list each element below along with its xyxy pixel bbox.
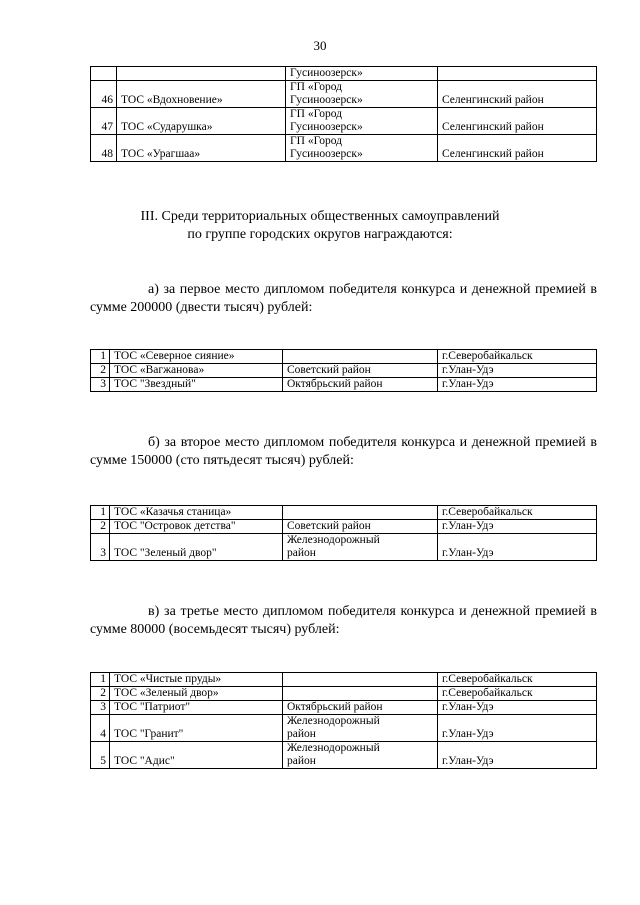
cell-city: г.Улан-Удэ bbox=[438, 742, 597, 769]
cell-city: г.Улан-Удэ bbox=[438, 534, 597, 561]
cell-district-line: Октябрьский район bbox=[287, 378, 383, 390]
cell-district-line: Гусиноозерск» bbox=[290, 67, 363, 79]
cell-city: г.Улан-Удэ bbox=[438, 364, 597, 378]
cell-num bbox=[91, 67, 117, 81]
cell-district bbox=[283, 506, 438, 520]
table-row bbox=[91, 506, 597, 520]
cell-district bbox=[286, 135, 438, 162]
cell-city: г.Северобайкальск bbox=[438, 506, 597, 520]
cell-name: ТОС "Адис" bbox=[110, 742, 283, 769]
cell-district-line bbox=[287, 687, 433, 700]
cell-district bbox=[286, 67, 438, 81]
cell-num: 5 bbox=[91, 742, 110, 769]
cell-num: 46 bbox=[91, 81, 117, 108]
cell-district-line: Октябрьский район bbox=[287, 701, 383, 713]
cell-num: 48 bbox=[91, 135, 117, 162]
cell-num: 4 bbox=[91, 715, 110, 742]
cell-district-line: Железнодорожный bbox=[287, 715, 380, 727]
cell-name: ТОС «Чистые пруды» bbox=[110, 673, 283, 687]
section-heading-line1: III. Среди территориальных общественных самоуправлений bbox=[140, 209, 500, 224]
table-row bbox=[91, 520, 597, 534]
table-row bbox=[91, 715, 597, 742]
table-row bbox=[91, 108, 597, 135]
cell-district bbox=[283, 742, 438, 769]
cell-district-line: район bbox=[287, 728, 316, 740]
cell-name: ТОС "Звездный" bbox=[110, 378, 283, 392]
award-a-table-body bbox=[91, 350, 597, 392]
award-c-text: в) за третье место дипломом победителя конкурса и денежной премией в сумме 80000 (восемьдесят тысяч) рублей: bbox=[90, 604, 597, 637]
continued-table-body bbox=[91, 67, 597, 162]
cell-district-line: ГП «Город bbox=[290, 108, 342, 120]
cell-name: ТОС «Вагжанова» bbox=[110, 364, 283, 378]
cell-city: г.Северобайкальск bbox=[438, 350, 597, 364]
cell-district-line: район bbox=[287, 755, 316, 767]
cell-district bbox=[283, 364, 438, 378]
cell-city: г.Улан-Удэ bbox=[438, 378, 597, 392]
cell-name: ТОС «Северное сияние» bbox=[110, 350, 283, 364]
cell-city: г.Улан-Удэ bbox=[438, 520, 597, 534]
cell-district bbox=[283, 687, 438, 701]
cell-name: ТОС «Сударушка» bbox=[117, 108, 286, 135]
award-b-table-body bbox=[91, 506, 597, 561]
page-number: 30 bbox=[313, 38, 327, 53]
award-c-table-body bbox=[91, 673, 597, 769]
cell-district bbox=[283, 701, 438, 715]
table-row bbox=[91, 534, 597, 561]
cell-district bbox=[286, 81, 438, 108]
cell-district-line: Советский район bbox=[287, 364, 371, 376]
cell-num: 1 bbox=[91, 350, 110, 364]
cell-name: ТОС «Зеленый двор» bbox=[110, 687, 283, 701]
cell-num: 3 bbox=[91, 378, 110, 392]
cell-name: ТОС «Вдохновение» bbox=[117, 81, 286, 108]
table-row bbox=[91, 67, 597, 81]
cell-region bbox=[438, 67, 597, 81]
table-row bbox=[91, 364, 597, 378]
table-row bbox=[91, 673, 597, 687]
table-row bbox=[91, 378, 597, 392]
cell-city: г.Северобайкальск bbox=[438, 673, 597, 687]
cell-city: г.Улан-Удэ bbox=[438, 715, 597, 742]
cell-num: 3 bbox=[91, 534, 110, 561]
cell-region: Селенгинский район bbox=[438, 108, 597, 135]
cell-name: ТОС "Зеленый двор" bbox=[110, 534, 283, 561]
cell-district bbox=[283, 673, 438, 687]
cell-district-line bbox=[287, 350, 433, 363]
cell-district-line: ГП «Город bbox=[290, 81, 342, 93]
cell-name: ТОС "Патриот" bbox=[110, 701, 283, 715]
award-b-table bbox=[90, 505, 597, 561]
cell-district-line: Гусиноозерск» bbox=[290, 148, 363, 160]
cell-district bbox=[286, 108, 438, 135]
cell-name: ТОС «Казачья станица» bbox=[110, 506, 283, 520]
section-heading-line2: по группе городских округов награждаются: bbox=[187, 227, 453, 242]
cell-district-line: район bbox=[287, 547, 316, 559]
table-row bbox=[91, 742, 597, 769]
award-a-table bbox=[90, 349, 597, 392]
award-c-table bbox=[90, 672, 597, 769]
award-b-text: б) за второе место дипломом победителя конкурса и денежной премией в сумме 150000 (сто пятьдесят тысяч) рублей: bbox=[90, 435, 597, 468]
cell-name: ТОС «Урагшаа» bbox=[117, 135, 286, 162]
table-row bbox=[91, 135, 597, 162]
cell-num: 2 bbox=[91, 364, 110, 378]
cell-district bbox=[283, 520, 438, 534]
cell-district bbox=[283, 378, 438, 392]
cell-district-line: Гусиноозерск» bbox=[290, 94, 363, 106]
cell-district bbox=[283, 715, 438, 742]
section-heading bbox=[0, 208, 640, 244]
table-row bbox=[91, 350, 597, 364]
cell-district-line: Железнодорожный bbox=[287, 534, 380, 546]
cell-district-line: Советский район bbox=[287, 520, 371, 532]
table-row bbox=[91, 81, 597, 108]
table-row bbox=[91, 687, 597, 701]
award-a-text: а) за первое место дипломом победителя конкурса и денежной премией в сумме 200000 (двести тысяч) рублей: bbox=[90, 282, 597, 315]
cell-district-line bbox=[287, 506, 433, 519]
cell-district-line: Железнодорожный bbox=[287, 742, 380, 754]
cell-region: Селенгинский район bbox=[438, 81, 597, 108]
cell-district-line: ГП «Город bbox=[290, 135, 342, 147]
cell-name: ТОС "Островок детства" bbox=[110, 520, 283, 534]
cell-num: 47 bbox=[91, 108, 117, 135]
table-row bbox=[91, 701, 597, 715]
cell-num: 3 bbox=[91, 701, 110, 715]
cell-district-line: Гусиноозерск» bbox=[290, 121, 363, 133]
cell-num: 2 bbox=[91, 520, 110, 534]
cell-region: Селенгинский район bbox=[438, 135, 597, 162]
cell-num: 1 bbox=[91, 673, 110, 687]
cell-district bbox=[283, 350, 438, 364]
cell-name: ТОС "Гранит" bbox=[110, 715, 283, 742]
continued-table bbox=[90, 66, 597, 162]
cell-num: 1 bbox=[91, 506, 110, 520]
cell-district-line bbox=[287, 673, 433, 686]
cell-district bbox=[283, 534, 438, 561]
cell-name bbox=[117, 67, 286, 81]
cell-city: г.Северобайкальск bbox=[438, 687, 597, 701]
cell-num: 2 bbox=[91, 687, 110, 701]
cell-city: г.Улан-Удэ bbox=[438, 701, 597, 715]
